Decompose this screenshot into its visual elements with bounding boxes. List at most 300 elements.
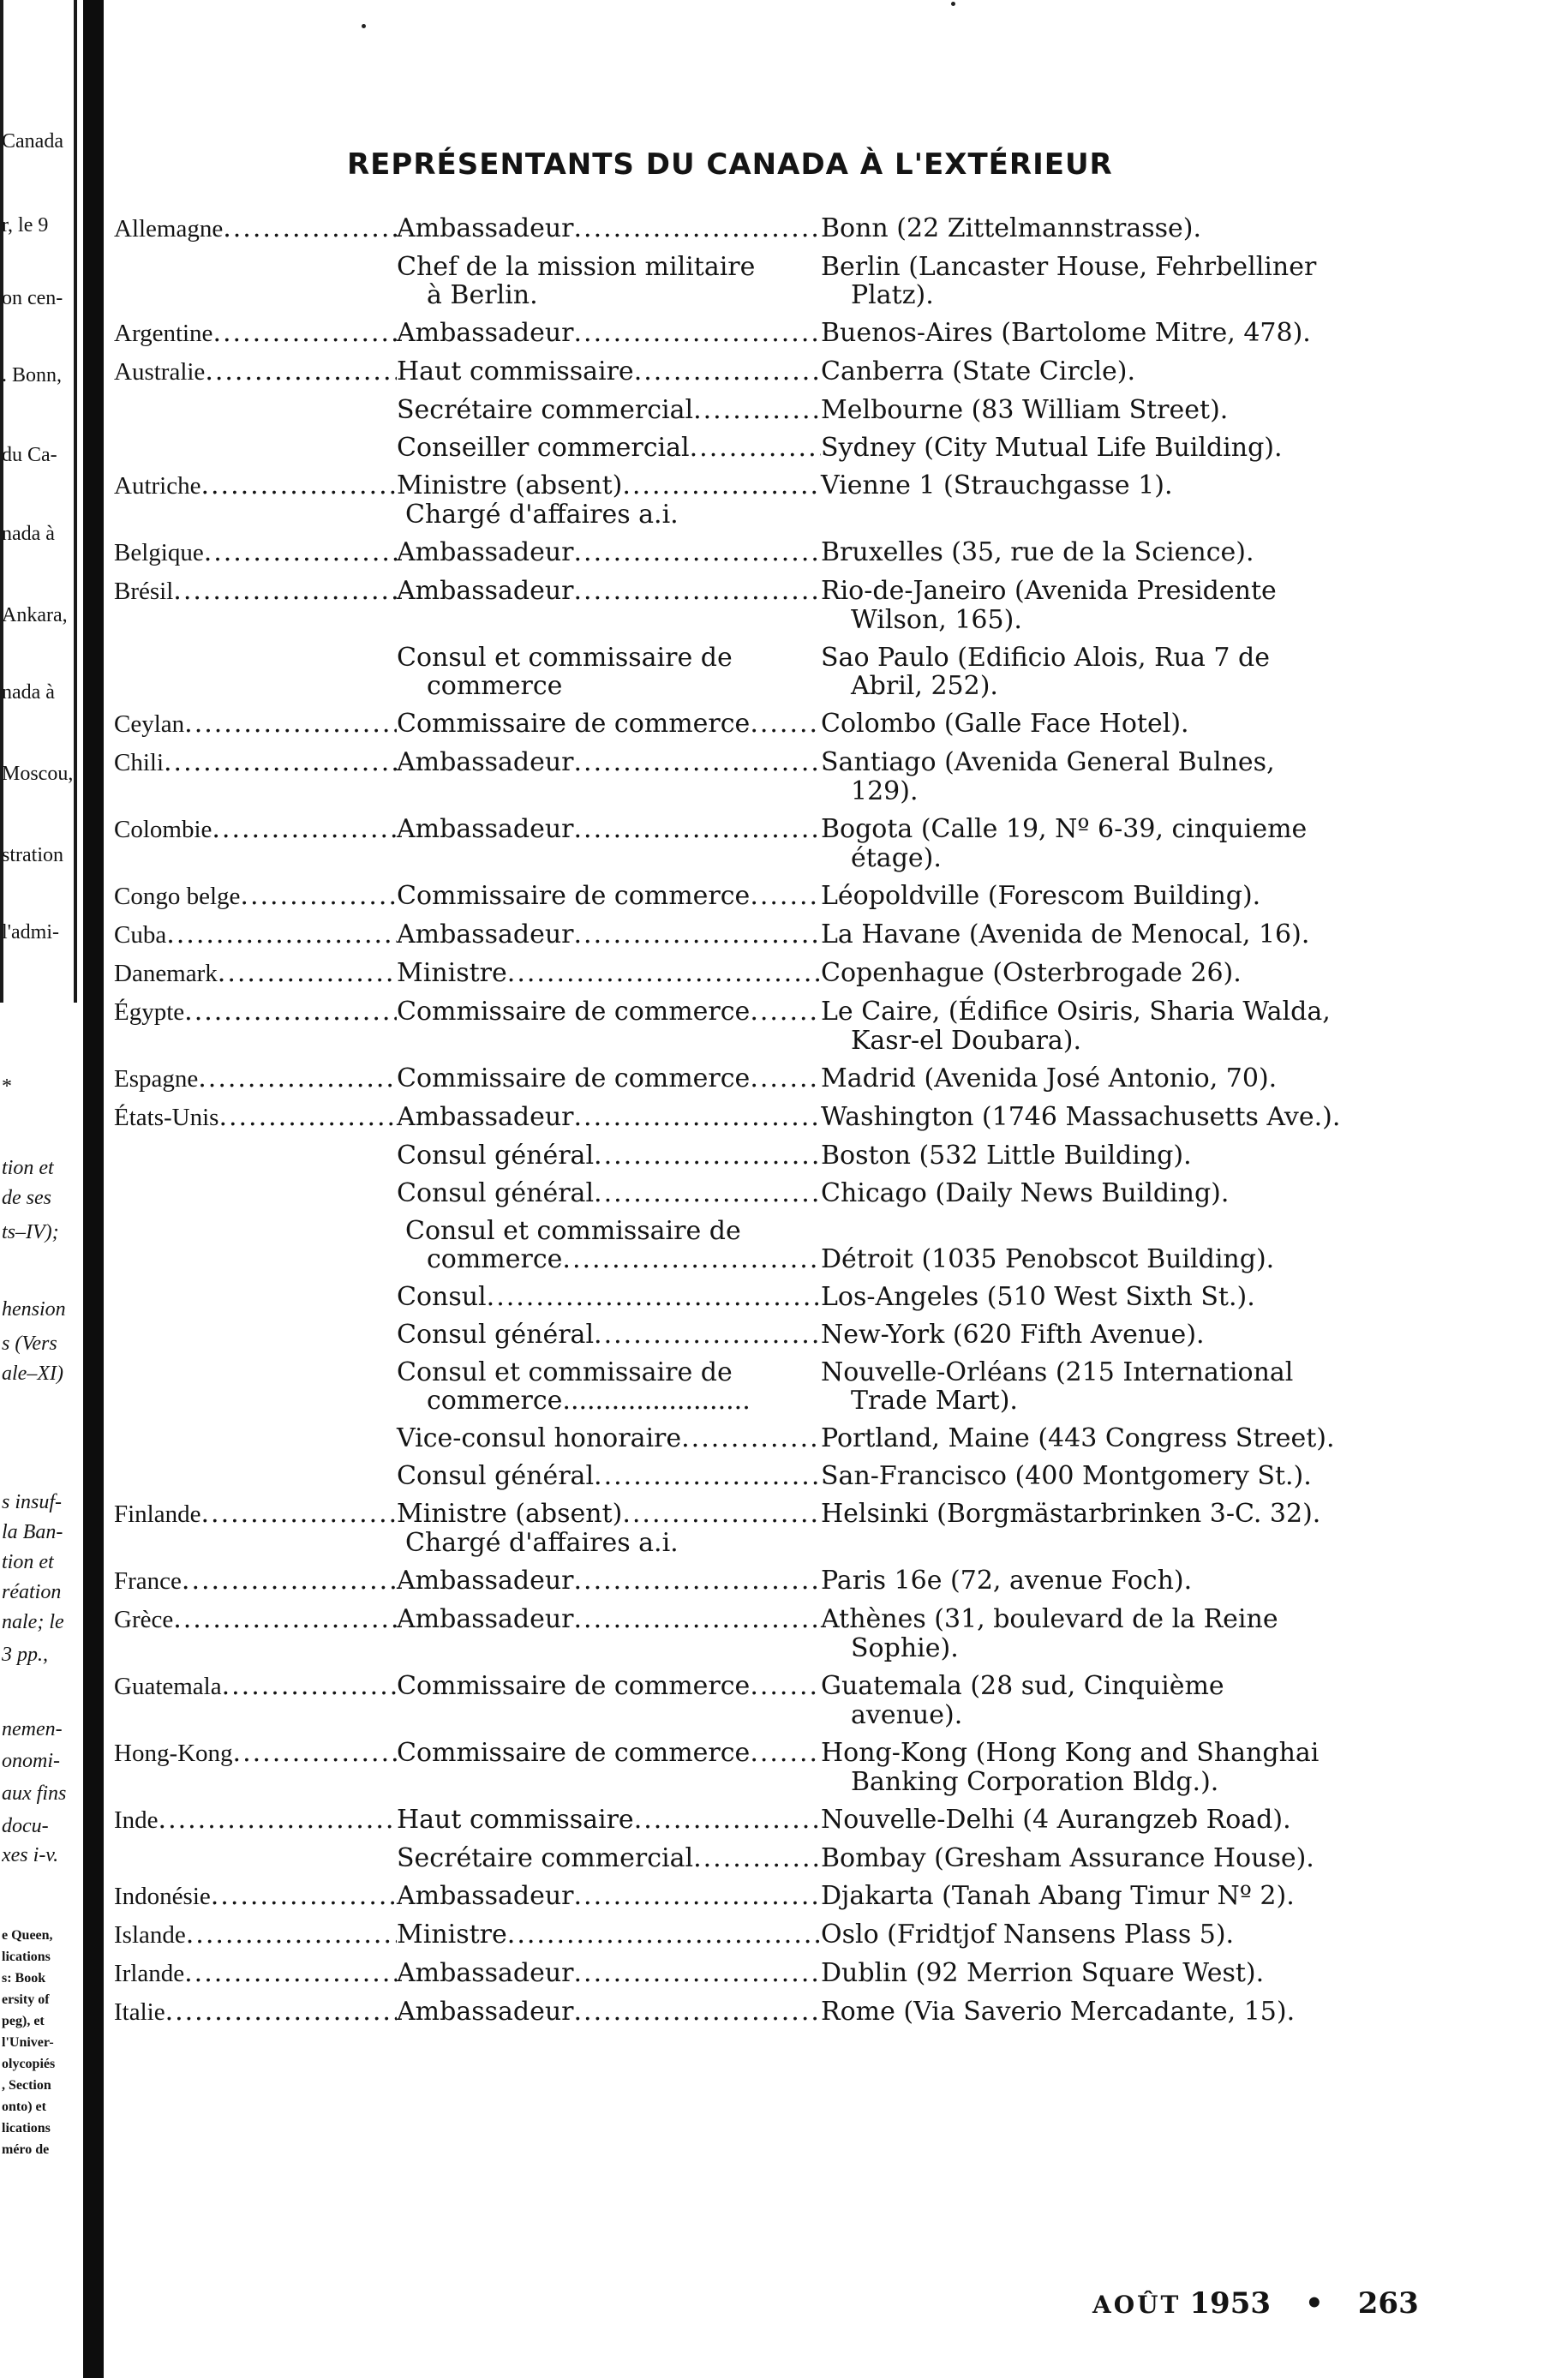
entry-row <box>114 577 1459 634</box>
title-text: Ambassadeur <box>397 1881 574 1911</box>
city-text: Boston (532 Little Building). <box>821 1141 1192 1171</box>
entry-row <box>114 920 1459 949</box>
city-cont-cell <box>821 777 1459 806</box>
title-text: à Berlin. <box>427 280 538 310</box>
city-text: La Havane (Avenida de Menocal, 16). <box>821 919 1310 949</box>
title-text: Commissaire de commerce <box>397 1738 751 1768</box>
title-cell <box>397 997 821 1026</box>
country-name: Australie <box>114 358 206 386</box>
country-cell <box>114 577 397 606</box>
margin-fragment: nada à <box>2 523 55 545</box>
margin-fragment: ale–XI) <box>2 1363 63 1385</box>
margin-fragment: olycopiés <box>2 2057 56 2071</box>
dot-leader <box>574 319 822 347</box>
dot-leader <box>634 357 821 386</box>
title-cell <box>397 1321 821 1349</box>
country-cell <box>114 1806 397 1835</box>
city-continuation: avenue). <box>851 1700 963 1730</box>
title-text: Ambassadeur <box>397 919 574 949</box>
title-text: Ambassadeur <box>397 213 574 243</box>
dot-leader <box>212 815 397 843</box>
city-text: Oslo (Fridtjof Nansens Plass 5). <box>821 1920 1235 1950</box>
country-name: Danemark <box>114 960 218 987</box>
footer-year: 1953 <box>1189 2286 1272 2321</box>
country-cell <box>114 959 397 988</box>
entry-row <box>114 1806 1459 1835</box>
margin-fragment: s: Book <box>2 1971 46 1986</box>
dot-leader <box>222 1672 397 1700</box>
city-text: Athènes (31, boulevard de la Reine <box>821 1604 1278 1634</box>
dot-leader <box>212 319 397 347</box>
entry-row <box>114 1217 1459 1273</box>
title-text: Ministre <box>397 958 507 988</box>
entry-row <box>114 1998 1459 2027</box>
dot-leader <box>574 538 822 566</box>
country-cell <box>114 815 397 844</box>
country-name: Espagne <box>114 1065 199 1093</box>
city-text: Guatemala (28 sud, Cinquième <box>821 1671 1224 1701</box>
city-cont-cell <box>821 1701 1459 1729</box>
city-continuation: Kasr-el Doubara). <box>851 1026 1082 1056</box>
dot-leader <box>750 1672 821 1700</box>
city-text: Helsinki (Borgmästarbrinken 3-C. 32). <box>821 1499 1321 1529</box>
title-cell <box>397 1605 821 1633</box>
dot-leader <box>223 214 397 243</box>
title-cell <box>397 1358 821 1415</box>
title-text: Commissaire de commerce <box>397 1671 751 1701</box>
city-continuation: étage). <box>851 843 942 873</box>
city-text: Berlin (Lancaster House, Fehrbelliner <box>821 252 1317 282</box>
country-cell <box>114 710 397 739</box>
country-name: Belgique <box>114 539 204 566</box>
dot-leader <box>622 1500 821 1528</box>
margin-fragment: lications <box>2 1950 51 1964</box>
title-text: Consul général <box>397 1461 595 1491</box>
title-cont-cell <box>397 500 821 529</box>
dot-leader <box>634 1806 821 1834</box>
entry-row <box>114 1103 1459 1132</box>
entry-row <box>114 1566 1459 1596</box>
city-text: Santiago (Avenida General Bulnes, <box>821 747 1275 777</box>
margin-fragment: Ankara, <box>2 604 68 626</box>
binding-rule <box>83 0 104 2378</box>
margin-fragment: aux fins <box>2 1782 67 1805</box>
entry-row <box>114 710 1459 739</box>
title-cell <box>397 396 821 424</box>
city-text: Paris 16e (72, avenue Foch). <box>821 1566 1193 1596</box>
entry-row <box>114 1500 1459 1557</box>
country-cell <box>114 1566 397 1596</box>
title-cell <box>397 1424 821 1453</box>
country-name: Égypte <box>114 998 185 1026</box>
title-text: Consul général <box>397 1320 595 1350</box>
dot-leader <box>164 748 397 776</box>
title-text-pre: Consul et commissaire de <box>405 1216 741 1246</box>
city-text: Bruxelles (35, rue de la Science). <box>821 537 1254 567</box>
entry-row <box>114 882 1459 911</box>
city-continuation: Sophie). <box>851 1633 959 1663</box>
margin-fragment: du Ca- <box>2 444 57 466</box>
title-cell <box>397 1462 821 1490</box>
dot-leader <box>750 882 821 910</box>
margin-fragment: ts–IV); <box>2 1221 59 1243</box>
dot-leader <box>201 1500 398 1528</box>
country-cell <box>114 997 397 1027</box>
entry-row <box>114 1882 1459 1911</box>
margin-fragment: onto) et <box>2 2099 46 2114</box>
dot-leader <box>594 1462 821 1490</box>
city-cell <box>821 644 1459 700</box>
title-text: Conseiller commercial <box>397 433 690 463</box>
title-text: Consul et commissaire de <box>397 643 733 673</box>
country-cell <box>114 748 397 777</box>
title-text: Ambassadeur <box>397 537 574 567</box>
dot-leader <box>574 1882 822 1910</box>
dot-leader <box>198 1064 397 1093</box>
city-continuation: Wilson, 165). <box>851 605 1022 635</box>
title-cell <box>397 434 821 462</box>
entry-row <box>114 1283 1459 1311</box>
dot-leader <box>594 1179 821 1207</box>
city-text: Madrid (Avenida José Antonio, 70). <box>821 1063 1278 1093</box>
margin-fragment: Canada <box>2 130 63 153</box>
city-cont-cell <box>821 1634 1459 1662</box>
city-text: Nouvelle-Delhi (4 Aurangzeb Road). <box>821 1805 1291 1835</box>
title-text: Consul général <box>397 1141 595 1171</box>
margin-fragment: nada à <box>2 681 55 704</box>
dot-leader <box>166 920 397 949</box>
margin-fragment: nemen- <box>2 1718 63 1740</box>
dot-leader <box>562 1245 821 1273</box>
country-cell <box>114 357 397 386</box>
title-text: Ministre (absent) <box>397 470 623 500</box>
country-name: Congo belge <box>114 883 241 910</box>
dot-leader <box>690 434 821 462</box>
title-cell <box>397 1566 821 1595</box>
dot-leader <box>750 997 821 1026</box>
dot-leader <box>750 1064 821 1093</box>
country-name: Ceylan <box>114 710 185 738</box>
print-speck <box>951 2 955 6</box>
footer-separator: • <box>1305 2286 1324 2321</box>
dot-leader <box>173 577 397 605</box>
city-cont-cell <box>821 1768 1459 1796</box>
title-text: Secrétaire commercial <box>397 1843 694 1873</box>
margin-fragment: onomi- <box>2 1750 60 1772</box>
country-name: Islande <box>114 1921 186 1949</box>
margin-fragment: ersity of <box>2 1992 50 2007</box>
country-cell <box>114 471 397 500</box>
dot-leader <box>622 471 821 500</box>
entry-row <box>114 471 1459 529</box>
city-cont-cell <box>821 606 1459 634</box>
country-cell <box>114 1920 397 1950</box>
city-cont-cell <box>821 1027 1459 1055</box>
entry-row <box>114 538 1459 567</box>
title-cell <box>397 1806 821 1834</box>
country-name: Italie <box>114 1998 165 2026</box>
dot-leader <box>507 1920 821 1949</box>
margin-fragment: . Bonn, <box>2 364 63 386</box>
country-name: Hong-Kong <box>114 1740 233 1767</box>
margin-fragment: nale; le <box>2 1611 64 1633</box>
title-text: Ambassadeur <box>397 1102 574 1132</box>
title-cell <box>397 1920 821 1949</box>
title-text: Ambassadeur <box>397 747 574 777</box>
margin-fragment: s (Vers <box>2 1333 57 1355</box>
dot-leader <box>574 214 822 243</box>
margin-fragment: tion et <box>2 1551 54 1573</box>
city-continuation: Banking Corporation Bldg.). <box>851 1767 1219 1797</box>
title-cell <box>397 1844 821 1872</box>
title-cell <box>397 1141 821 1170</box>
country-cell <box>114 1739 397 1768</box>
city-cell <box>821 253 1459 309</box>
title-text: Ambassadeur <box>397 1997 574 2027</box>
margin-fragment: xes i-v. <box>2 1844 59 1866</box>
country-cell <box>114 214 397 243</box>
country-cell <box>114 1882 397 1911</box>
entry-row <box>114 1739 1459 1796</box>
title-text: Ambassadeur <box>397 814 574 844</box>
dot-leader <box>165 1998 397 2026</box>
title-cell <box>397 1998 821 2026</box>
title-cell <box>397 253 821 309</box>
title-text: Ambassadeur <box>397 1566 574 1596</box>
title-cell <box>397 710 821 738</box>
dot-leader <box>507 959 821 987</box>
country-name: Indonésie <box>114 1883 211 1910</box>
title-cell <box>397 471 821 500</box>
dot-leader <box>487 1283 821 1311</box>
entry-row <box>114 1844 1459 1872</box>
margin-fragment: on cen- <box>2 287 63 309</box>
dot-leader <box>574 1566 822 1595</box>
city-text: Bombay (Gresham Assurance House). <box>821 1843 1314 1873</box>
title-cell <box>397 357 821 386</box>
city-text: Copenhague (Osterbrogade 26). <box>821 958 1242 988</box>
dot-leader <box>204 538 397 566</box>
margin-fragment: Moscou, <box>2 763 74 785</box>
title-cell <box>397 214 821 243</box>
city-text: San-Francisco (400 Montgomery St.). <box>821 1461 1312 1491</box>
entry-row <box>114 214 1459 243</box>
dot-leader <box>184 997 397 1026</box>
entry-row <box>114 959 1459 988</box>
title-text: Commissaire de commerce <box>397 1063 751 1093</box>
country-cell <box>114 1672 397 1701</box>
title-cell <box>397 1500 821 1528</box>
city-text: Vienne 1 (Strauchgasse 1). <box>821 470 1173 500</box>
title-cell <box>397 748 821 776</box>
title-text: Chef de la mission militaire <box>397 252 756 282</box>
title-text: Ministre (absent) <box>397 1499 623 1529</box>
margin-fragment: lications <box>2 2121 51 2135</box>
dot-leader <box>159 1806 397 1834</box>
title-text: Ambassadeur <box>397 318 574 348</box>
city-text: Platz). <box>851 280 934 310</box>
title-text: commerce....................... <box>427 1386 751 1416</box>
title-text: Ambassadeur <box>397 1958 574 1988</box>
page-number: 263 <box>1357 2286 1419 2321</box>
dot-leader <box>594 1321 821 1349</box>
country-name: Cuba <box>114 921 167 949</box>
dot-leader <box>182 1566 397 1595</box>
margin-fragment: hension <box>2 1298 66 1321</box>
city-text: Hong-Kong (Hong Kong and Shanghai <box>821 1738 1320 1768</box>
country-name: Irlande <box>114 1960 185 1987</box>
title-text: Commissaire de commerce <box>397 997 751 1027</box>
country-name: Brésil <box>114 578 174 605</box>
dot-leader <box>574 577 822 605</box>
country-cell <box>114 1605 397 1634</box>
city-text: Los-Angeles (510 West Sixth St.). <box>821 1282 1255 1312</box>
entry-row <box>114 815 1459 872</box>
dot-leader <box>574 920 822 949</box>
title-cell <box>397 1103 821 1131</box>
title-cell <box>397 577 821 605</box>
title-cell <box>397 644 821 700</box>
title-text: Haut commissaire <box>397 1805 634 1835</box>
footer-month: AOÛT <box>1092 2291 1182 2319</box>
country-name: Colombie <box>114 816 212 843</box>
entry-row <box>114 319 1459 348</box>
dot-leader <box>240 882 397 910</box>
dot-leader <box>211 1882 397 1910</box>
entry-row <box>114 1605 1459 1662</box>
title-cell <box>397 1739 821 1767</box>
entry-row <box>114 1959 1459 1988</box>
dot-leader <box>184 1959 397 1987</box>
city-text: Sydney (City Mutual Life Building). <box>821 433 1283 463</box>
margin-fragment: * <box>2 1075 12 1098</box>
entry-row <box>114 253 1459 309</box>
city-text: Le Caire, (Édifice Osiris, Sharia Walda, <box>821 997 1331 1027</box>
city-text: Bogota (Calle 19, Nº 6-39, cinquieme <box>821 814 1308 844</box>
page-title: REPRÉSENTANTS DU CANADA À L'EXTÉRIEUR <box>347 147 1113 182</box>
dot-leader <box>574 1959 822 1987</box>
margin-fragment: e Queen, <box>2 1928 53 1943</box>
margin-fragment: s insuf- <box>2 1491 63 1513</box>
dot-leader <box>693 396 821 424</box>
title-cell <box>397 920 821 949</box>
country-cell <box>114 1103 397 1132</box>
country-cell <box>114 1959 397 1988</box>
dot-leader <box>218 1103 397 1131</box>
country-cell <box>114 538 397 567</box>
country-name: Grèce <box>114 1606 174 1633</box>
country-name: États-Unis <box>114 1104 219 1131</box>
title-cell <box>397 1064 821 1093</box>
title-cell <box>397 1245 821 1273</box>
country-name: Finlande <box>114 1500 201 1528</box>
city-text: Rome (Via Saverio Mercadante, 15). <box>821 1997 1296 2027</box>
dot-leader <box>574 1605 822 1633</box>
dot-leader <box>186 1920 397 1949</box>
city-text: Détroit (1035 Penobscot Building). <box>821 1244 1275 1274</box>
dot-leader <box>173 1605 397 1633</box>
entry-row <box>114 1321 1459 1349</box>
country-cell <box>114 882 397 911</box>
entry-row <box>114 1358 1459 1415</box>
entry-row <box>114 1424 1459 1453</box>
country-name: Guatemala <box>114 1673 222 1700</box>
title-cell <box>397 538 821 566</box>
city-text: Sao Paulo (Edificio Alois, Rua 7 de <box>821 643 1270 673</box>
title-cell <box>397 882 821 910</box>
title-cell <box>397 1672 821 1700</box>
city-text: Bonn (22 Zittelmannstrasse). <box>821 213 1202 243</box>
page-footer <box>1092 2286 1419 2321</box>
country-cell <box>114 920 397 949</box>
dot-leader <box>218 959 397 987</box>
city-continuation: 129). <box>851 776 919 806</box>
entry-row <box>114 434 1459 462</box>
country-cell <box>114 319 397 348</box>
title-cell <box>397 319 821 347</box>
dot-leader <box>574 1998 822 2026</box>
entry-row <box>114 1672 1459 1729</box>
title-text: Consul général <box>397 1178 595 1208</box>
title-cell <box>397 1179 821 1207</box>
entry-row <box>114 1462 1459 1490</box>
city-cell <box>821 1358 1459 1415</box>
country-name: Allemagne <box>114 215 224 243</box>
dot-leader <box>594 1141 821 1170</box>
city-text: Melbourne (83 William Street). <box>821 395 1229 425</box>
margin-fragment: stration <box>2 844 63 866</box>
country-cell <box>114 1064 397 1093</box>
title-cont-cell <box>397 1529 821 1557</box>
dot-leader <box>184 710 397 738</box>
country-cell <box>114 1500 397 1529</box>
dot-leader <box>574 748 822 776</box>
country-name: Inde <box>114 1806 159 1834</box>
entry-row <box>114 748 1459 806</box>
city-text: Buenos-Aires (Bartolome Mitre, 478). <box>821 318 1311 348</box>
city-text: Colombo (Galle Face Hotel). <box>821 709 1189 739</box>
title-text: Commissaire de commerce <box>397 881 751 911</box>
city-text: Djakarta (Tanah Abang Timur Nº 2). <box>821 1881 1295 1911</box>
print-speck <box>362 24 366 28</box>
city-text: Canberra (State Circle). <box>821 356 1136 386</box>
dot-leader <box>205 357 397 386</box>
city-cont-cell <box>821 844 1459 872</box>
entry-row <box>114 1920 1459 1950</box>
title-continuation: Chargé d'affaires a.i. <box>405 500 679 530</box>
dot-leader <box>233 1739 397 1767</box>
dot-leader <box>750 710 821 738</box>
title-cell <box>397 1882 821 1910</box>
margin-fragment: 3 pp., <box>2 1644 48 1666</box>
title-text: Secrétaire commercial <box>397 395 694 425</box>
city-text: Rio-de-Janeiro (Avenida Presidente <box>821 576 1277 606</box>
dot-leader <box>681 1424 821 1453</box>
entry-row <box>114 1141 1459 1170</box>
city-text: New-York (620 Fifth Avenue). <box>821 1320 1205 1350</box>
entry-row <box>114 644 1459 700</box>
city-text: Abril, 252). <box>851 671 998 701</box>
dot-leader <box>574 815 822 843</box>
dot-leader <box>750 1739 821 1767</box>
representatives-list <box>114 214 1459 2036</box>
margin-fragment: tion et <box>2 1157 54 1179</box>
margin-fragment: méro de <box>2 2142 50 2157</box>
city-text: Nouvelle-Orléans (215 International <box>821 1357 1294 1387</box>
title-text: Vice-consul honoraire <box>397 1423 682 1453</box>
margin-fragment: docu- <box>2 1815 49 1837</box>
country-cell <box>114 1998 397 2027</box>
